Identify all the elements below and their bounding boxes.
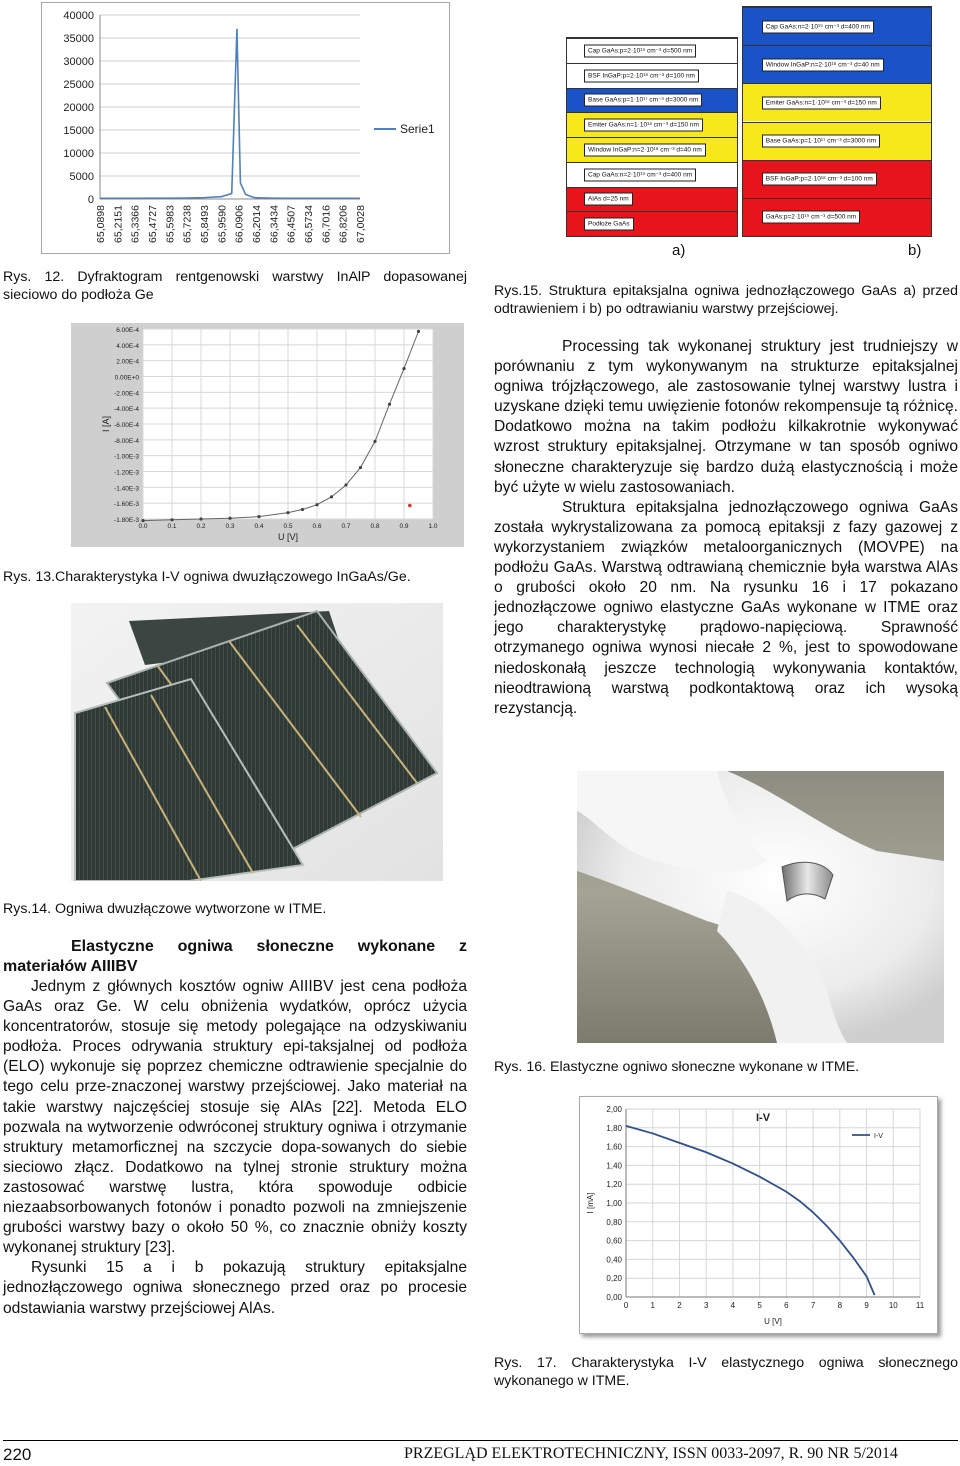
layer-label: BSF InGaP:p=2·10¹⁸ cm⁻³ d=100 nm xyxy=(584,69,699,82)
paragraph-processing: Processing tak wykonanej struktury jest trudniejszy w porównaniu z tym wykonywanym na strukturze epitaksjalnej ogniwa trójzłączowego, ale zastosowanie tylnej warstwy lustra i uzyskane dzięki temu uwięzienie fotonów rekompensuje tą różnicę. Dodatkowo można na takim podłożu kilkakrotnie wykonywać wzrost struktury epitaksjalnej. Otrzymane w tan sposób ogniwo słoneczne charakteryzuje się bardzo dużą elastycznością i może być użyte w wielu zastosowaniach. xyxy=(494,338,958,496)
y-tick-label: 0,80 xyxy=(606,1217,622,1227)
x-tick-label: 66,4507 xyxy=(285,205,298,243)
fig12-caption: Rys. 12. Dyfraktogram rentgenowski warstwy InAlP dopasowanej sieciowo do podłoża Ge xyxy=(3,269,467,303)
iv-point xyxy=(257,515,260,518)
iv-chart-two-junction xyxy=(71,323,464,547)
paragraph-costs: Jednym z głównych kosztów ogniw AIIIBV jest cena podłoża GaAs oraz Ge. W celu obniżenia wydatków, oprócz użycia koncentratorów, stosuje się metody polegające na odzyskiwaniu podłoża. Proces odrywania struktury epi-taksjalnej od podłoża (ELO) wykonuje się poprzez chemiczne odtrawienie specjalnie do tego celu prze-znaczonej warstwy przejściowej. Jako materiał na takie warstwy najczęściej stosuje się AlAs [22]. Metoda ELO pozwala na wytworzenie odwróconej struktury ogniwa i otrzymanie struktury metamorficznej na szczycie dopa-sowanych do siebie sieciowo złącz. Dodatkowo na tylnej stronie struktury można zastosować warstwę lustra, która spowoduje odbicie niezaabsorbowanych fotonów i ponadto pozwoli na zmniejszenie grubości warstwy bazy o około 50 %, co znacznie obniży koszty wykonanej struktury [23]. xyxy=(3,978,467,1257)
solar-cells-photo xyxy=(71,603,443,881)
chart-title: I-V xyxy=(755,1112,771,1124)
y-tick-label: 0,40 xyxy=(606,1255,622,1265)
layer-band xyxy=(743,122,931,160)
y-tick-label: 40000 xyxy=(63,10,94,22)
x-tick-label: 67,0028 xyxy=(355,205,367,243)
layer-label: BSF InGaP:p=2·10¹⁸ cm⁻³ d=100 nm xyxy=(762,173,877,186)
x-tick-label: 66,0906 xyxy=(233,205,246,243)
y-tick-label: 0,60 xyxy=(606,1236,622,1246)
layer-band xyxy=(743,198,931,236)
solar-cells-photo-svg xyxy=(71,603,443,881)
flexible-cell-photo-svg xyxy=(577,771,944,1043)
fig13-caption: Rys. 13.Charakterystyka I-V ogniwa dwuzłączowego InGaAs/Ge. xyxy=(3,569,411,585)
flexible-cell-photo xyxy=(577,771,944,1043)
fig14-caption: Rys.14. Ogniwa dwuzłączowe wytworzone w ITME. xyxy=(3,901,327,917)
layer-label: GaAs:p=2·10¹⁹ cm⁻³ d=500 nm xyxy=(762,211,860,224)
x-tick-label: 65,7238 xyxy=(181,205,194,243)
y-tick-label: 6.00E-4 xyxy=(116,327,139,334)
footer-rule xyxy=(3,1440,958,1441)
x-axis-label: U [V] xyxy=(277,532,299,542)
layer-band xyxy=(743,160,931,198)
x-tick-label: 0.7 xyxy=(341,523,351,530)
x-tick-label: 5 xyxy=(757,1301,762,1310)
y-axis-label: I [A] xyxy=(101,415,111,433)
y-tick-label: 1,80 xyxy=(606,1123,622,1133)
layer-label: Window InGaP:n=2·10¹⁸ cm⁻³ d=40 nm xyxy=(762,58,884,71)
layer-band xyxy=(743,7,931,45)
layer-label: Base GaAs:p=1·10¹⁷ cm⁻³ d=3000 nm xyxy=(762,135,880,148)
x-tick-label: 8 xyxy=(837,1301,843,1310)
x-tick-label: 65,0898 xyxy=(95,205,107,243)
y-tick-label: 25000 xyxy=(63,79,94,91)
y-tick-label: 0.00E+0 xyxy=(114,374,139,382)
layer-label: Base GaAs:p=1·10¹⁷ cm⁻³ d=3000 nm xyxy=(584,94,702,107)
y-tick-label: 0,20 xyxy=(606,1274,622,1284)
iv-point xyxy=(402,367,405,370)
x-tick-label: 2 xyxy=(677,1301,682,1310)
layer-label: AlAs d=25 nm xyxy=(584,193,633,206)
iv-point xyxy=(315,503,318,506)
layer-band xyxy=(743,83,931,121)
layer-band xyxy=(567,63,737,88)
x-tick-label: 65,4727 xyxy=(147,205,159,243)
y-tick-label: 1,40 xyxy=(606,1161,622,1171)
journal-footer: PRZEGLĄD ELEKTROTECHNICZNY, ISSN 0033-2097, R. 90 NR 5/2014 xyxy=(404,1445,898,1462)
y-tick-label: 20000 xyxy=(63,102,94,114)
x-tick-label: 0.0 xyxy=(138,523,148,530)
x-tick-label: 0.3 xyxy=(225,523,235,530)
x-tick-label: 65,3366 xyxy=(129,205,142,243)
fig17-caption: Rys. 17. Charakterystyka I-V elastycznego ogniwa słonecznego wykonanego w ITME. xyxy=(494,1355,958,1389)
x-tick-label: 65,9590 xyxy=(216,205,229,243)
x-axis-label: U [V] xyxy=(764,1317,782,1326)
y-tick-label: 0 xyxy=(87,194,94,206)
layer-band xyxy=(567,187,737,212)
x-tick-label: 0.6 xyxy=(312,523,322,530)
y-tick-label: 30000 xyxy=(63,56,94,68)
y-tick-label: -1.60E-3 xyxy=(114,501,139,509)
legend-label: I-V xyxy=(874,1133,883,1140)
iv-chart-svg xyxy=(71,323,464,547)
iv-flex-chart-svg xyxy=(580,1097,937,1333)
y-tick-label: 2.00E-4 xyxy=(116,358,139,366)
left-column-text xyxy=(3,937,467,1319)
fig16-caption: Rys. 16. Elastyczne ogniwo słoneczne wykonane w ITME. xyxy=(494,1059,860,1075)
iv-point xyxy=(141,519,144,522)
x-tick-label: 0.5 xyxy=(283,523,293,530)
layers-b-container xyxy=(743,7,931,236)
x-tick-label: 66,3434 xyxy=(268,204,281,243)
x-tick-label: 66,2014 xyxy=(251,205,263,243)
layer-band xyxy=(567,211,737,236)
x-tick-label: 66,8206 xyxy=(337,205,350,243)
layer-band xyxy=(743,45,931,83)
y-tick-label: -4.00E-4 xyxy=(114,406,139,414)
x-tick-label: 3 xyxy=(703,1301,709,1310)
layer-band xyxy=(567,112,737,137)
x-tick-label: 10 xyxy=(888,1301,898,1310)
layer-label: Cap GaAs:p=2·10¹⁹ cm⁻³ d=500 nm xyxy=(584,44,696,57)
x-tick-label: 1 xyxy=(650,1301,655,1310)
xrd-chart xyxy=(41,2,450,254)
iv-point xyxy=(417,330,420,333)
iv-point xyxy=(388,403,391,406)
x-tick-label: 0.8 xyxy=(370,523,380,530)
iv-flex-curve xyxy=(626,1126,875,1295)
layers-a-container xyxy=(567,38,737,236)
fig15-label-a: a) xyxy=(672,242,686,259)
layer-band xyxy=(567,38,737,63)
y-tick-label: 1,60 xyxy=(606,1142,622,1152)
y-tick-label: -1.40E-3 xyxy=(114,485,139,493)
iv-point xyxy=(344,483,347,486)
x-tick-label: 1.0 xyxy=(428,523,438,530)
layer-label: Emiter GaAs:n=1·10¹⁸ cm⁻³ d=150 nm xyxy=(762,96,881,109)
x-tick-label: 0.1 xyxy=(167,523,177,530)
x-tick-label: 65,2151 xyxy=(112,205,125,243)
y-tick-label: 0,00 xyxy=(606,1293,622,1302)
x-tick-label: 4 xyxy=(730,1301,736,1310)
x-tick-label: 7 xyxy=(810,1301,816,1310)
x-tick-label: 0.4 xyxy=(254,523,264,530)
y-tick-label: -2.00E-4 xyxy=(114,390,139,398)
xrd-series-line xyxy=(100,29,360,199)
y-tick-label: 10000 xyxy=(63,148,94,160)
right-column-text xyxy=(494,337,958,719)
layer-band xyxy=(567,162,737,187)
iv-point xyxy=(359,466,362,469)
y-tick-label: -1.80E-3 xyxy=(114,517,139,524)
y-tick-label: -8.00E-4 xyxy=(114,437,139,445)
x-tick-label: 0.2 xyxy=(196,523,206,530)
page-number: 220 xyxy=(3,1445,32,1464)
iv-point xyxy=(228,517,231,520)
x-tick-label: 11 xyxy=(915,1301,925,1310)
iv-point xyxy=(330,495,333,498)
layer-label: Podłoże GaAs xyxy=(584,218,634,231)
y-tick-label: 15000 xyxy=(63,125,94,137)
x-tick-label: 0.9 xyxy=(399,523,409,530)
y-tick-label: -6.00E-4 xyxy=(114,422,139,429)
legend-label: Serie1 xyxy=(400,122,435,136)
layer-label: Emiter GaAs:n=1·10¹⁸ cm⁻³ d=150 nm xyxy=(584,119,703,132)
iv-point xyxy=(301,508,304,511)
iv-marker xyxy=(408,504,412,508)
paragraph-structure: Struktura epitaksjalna jednozłączowego ogniwa GaAs została wykrystalizowana za pomocą epitaksji z fazy gazowej z wykorzystaniem związków metaloorganicznych (MOVPE) na podłożu GaAs. Warstwą odtrawianą chemicznie była warstwa AlAs o grubości około 20 nm. Na rysunku 16 i 17 pokazano jednozłączowe ogniwo elastyczne GaAs wykonane w ITME oraz jego charakterystykę prądowo-napięciową. Sprawność otrzymanego ogniwa wynosi niecałe 2 %, jest to spowodowane niedoskonałą jeszcze technologią wykonywania kontaktów, nieodtrawioną warstwą podkontaktową oraz ich wysoką rezystancją. xyxy=(494,498,958,717)
section-heading: Elastyczne ogniwa słoneczne wykonane z materiałów AIIIBV xyxy=(3,938,467,975)
x-tick-label: 66,7016 xyxy=(320,205,333,243)
layer-band xyxy=(567,88,737,113)
layer-label: Cap GaAs:n=2·10¹⁹ cm⁻³ d=400 nm xyxy=(584,168,696,181)
x-tick-label: 6 xyxy=(784,1301,789,1310)
x-tick-label: 66,5734 xyxy=(303,205,315,243)
layer-label: Cap GaAs:n=2·10¹⁹ cm⁻³ d=400 nm xyxy=(762,20,874,33)
x-tick-label: 65,8493 xyxy=(199,205,211,243)
x-tick-label: 0 xyxy=(623,1301,629,1310)
y-axis-label: I [mA] xyxy=(586,1192,595,1214)
paragraph-figures: Rysunki 15 a i b pokazują struktury epitaksjalne jednozłączowego ogniwa słonecznego przed oraz po procesie odstawiania warstwy przejściowej AlAs. xyxy=(3,1259,467,1317)
y-tick-label: -1.00E-3 xyxy=(114,453,139,461)
fig15-label-b: b) xyxy=(908,242,922,259)
y-tick-label: 5000 xyxy=(69,171,94,183)
layer-label: Window InGaP:n=2·10¹⁸ cm⁻³ d=40 nm xyxy=(584,143,706,156)
iv-point xyxy=(373,440,376,443)
x-tick-label: 65,5983 xyxy=(164,205,177,243)
xrd-chart-svg xyxy=(42,3,449,253)
x-tick-label: 9 xyxy=(864,1301,869,1310)
iv-point xyxy=(286,511,289,514)
layer-structure-b xyxy=(742,6,932,237)
layer-band xyxy=(567,137,737,162)
y-tick-label: 1,00 xyxy=(606,1199,622,1208)
y-tick-label: 1,20 xyxy=(606,1180,622,1190)
y-tick-label: -1.20E-3 xyxy=(114,469,139,477)
y-tick-label: 4.00E-4 xyxy=(116,342,139,350)
layer-structure-a xyxy=(566,37,738,237)
fig15-caption: Rys.15. Struktura epitaksjalna ogniwa jednozłączowego GaAs a) przed odtrawieniem i b) po odtrawianiu warstwy przejściowej. xyxy=(494,283,958,317)
iv-chart-flexible xyxy=(579,1096,938,1334)
iv-point xyxy=(170,518,173,521)
iv-point xyxy=(199,517,202,520)
y-tick-label: 2,00 xyxy=(606,1105,622,1114)
y-tick-label: 35000 xyxy=(63,33,94,45)
